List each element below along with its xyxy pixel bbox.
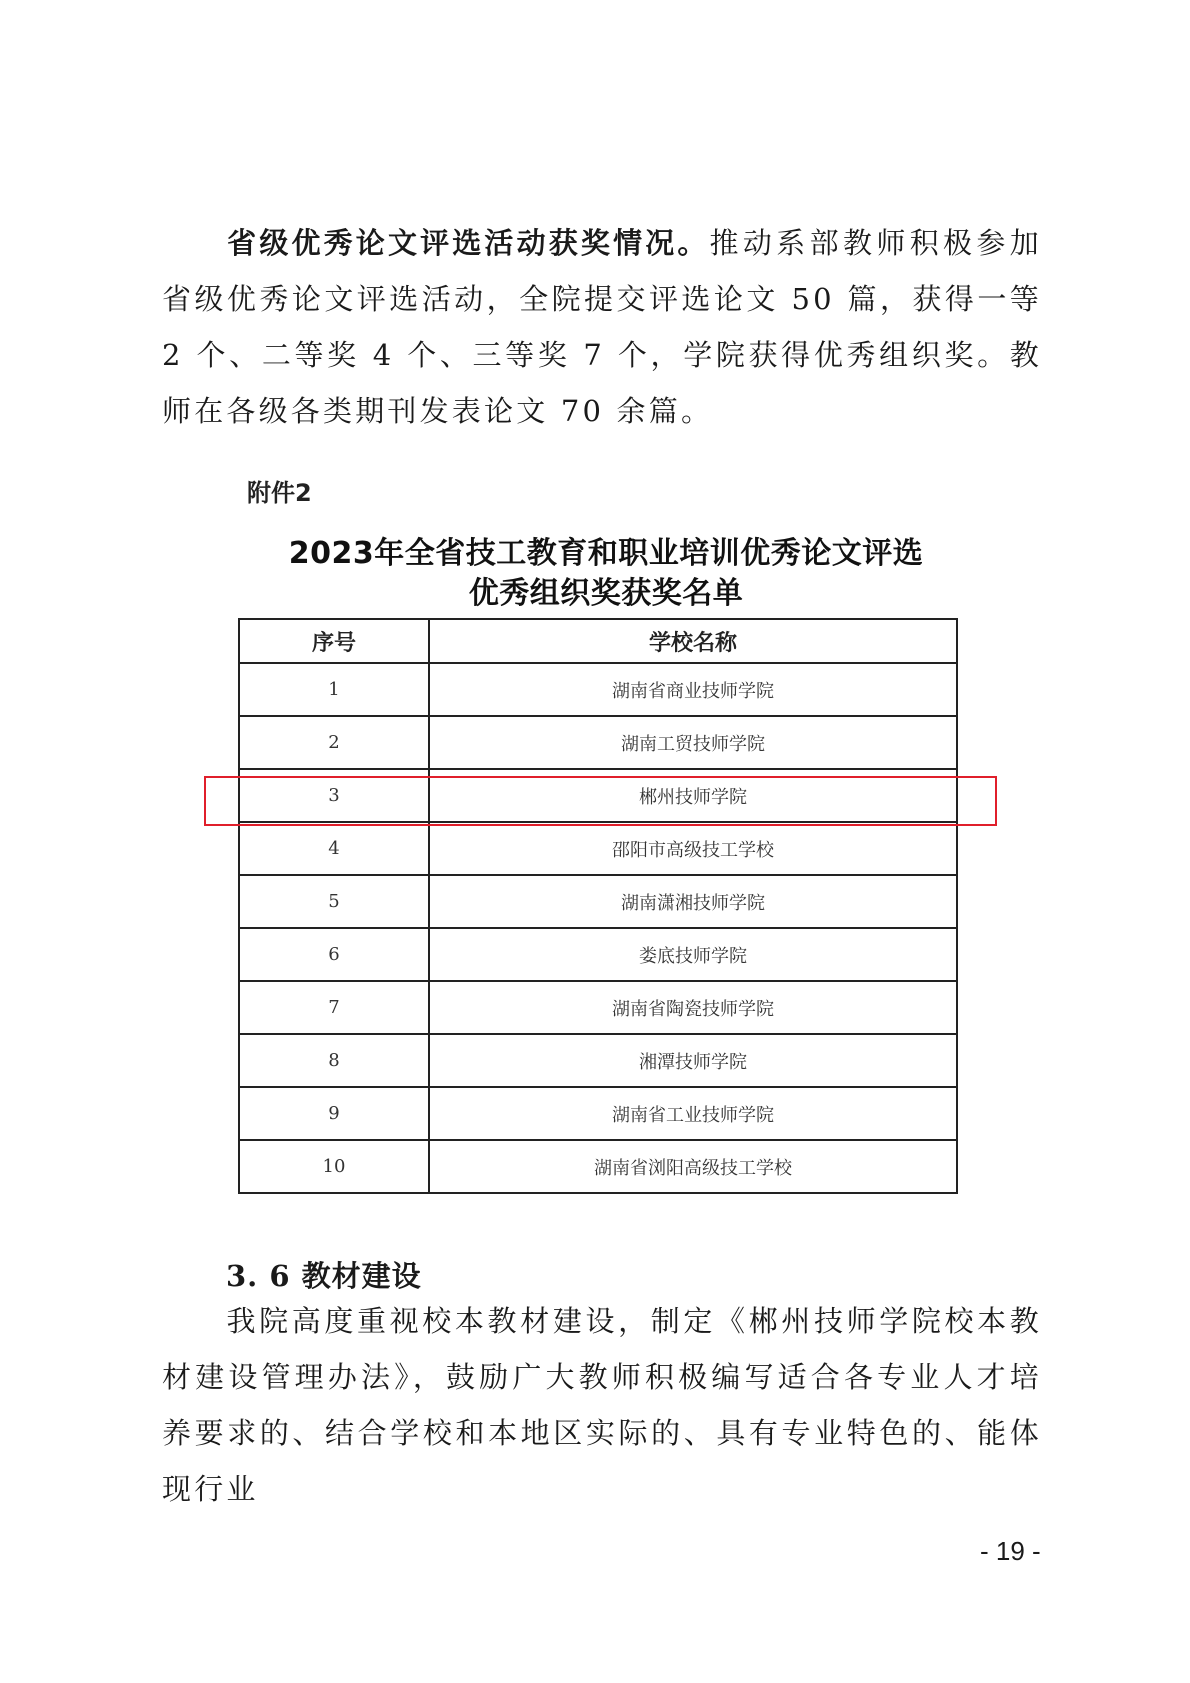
table-row	[239, 1087, 957, 1140]
figure-title-line1: 2023年全省技工教育和职业培训优秀论文评选	[288, 536, 924, 571]
table-row	[239, 1140, 957, 1193]
row-number: 1	[239, 663, 429, 716]
section-heading: 3. 6 教材建设	[226, 1259, 422, 1293]
table-row	[239, 716, 957, 769]
paragraph-textbook	[162, 1293, 1042, 1517]
row-school-name: 湖南省陶瓷技师学院	[429, 981, 957, 1034]
row-school-name: 湖南省浏阳高级技工学校	[429, 1140, 957, 1193]
paragraph-body: 推动系部教师积极参加省级优秀论文评选活动，全院提交评选论文 50 篇，获得一等 2 个、二等奖 4 个、三等奖 7 个，学院获得优秀组织奖。教师在各级各类期刊发表论文 70 余篇。	[162, 226, 1042, 428]
table-row	[239, 822, 957, 875]
row-school-name: 娄底技师学院	[429, 928, 957, 981]
highlight-box	[204, 776, 997, 826]
row-number: 6	[239, 928, 429, 981]
row-school-name: 湖南工贸技师学院	[429, 716, 957, 769]
row-number: 10	[239, 1140, 429, 1193]
row-number: 7	[239, 981, 429, 1034]
row-school-name: 湘潭技师学院	[429, 1034, 957, 1087]
row-school-name: 邵阳市高级技工学校	[429, 822, 957, 875]
paragraph-body: 我院高度重视校本教材建设，制定《郴州技师学院校本教材建设管理办法》，鼓励广大教师积极编写适合各专业人才培养要求的、结合学校和本地区实际的、具有专业特色的、能体现行业	[162, 1304, 1042, 1506]
paragraph-awards	[162, 215, 1042, 439]
header-number: 序号	[239, 619, 429, 663]
paragraph-lead: 省级优秀论文评选活动获奖情况。	[226, 226, 710, 260]
row-school-name: 郴州技师学院	[429, 769, 957, 822]
attachment-label: 附件2	[247, 479, 312, 507]
table-header-row	[239, 619, 957, 663]
row-number: 8	[239, 1034, 429, 1087]
table-row	[239, 981, 957, 1034]
table-row	[239, 663, 957, 716]
attachment-figure	[162, 448, 1050, 1228]
row-number: 5	[239, 875, 429, 928]
figure-title-line2: 优秀组织奖获奖名单	[468, 576, 744, 611]
table-row	[239, 1034, 957, 1087]
table-row	[239, 928, 957, 981]
awards-table	[238, 618, 958, 1194]
row-number: 4	[239, 822, 429, 875]
row-number: 3	[239, 769, 429, 822]
row-number: 2	[239, 716, 429, 769]
header-school-name: 学校名称	[429, 619, 957, 663]
row-number: 9	[239, 1087, 429, 1140]
table-row	[239, 875, 957, 928]
page-number: - 19 -	[980, 1536, 1041, 1566]
row-school-name: 湖南省工业技师学院	[429, 1087, 957, 1140]
row-school-name: 湖南潇湘技师学院	[429, 875, 957, 928]
row-school-name: 湖南省商业技师学院	[429, 663, 957, 716]
